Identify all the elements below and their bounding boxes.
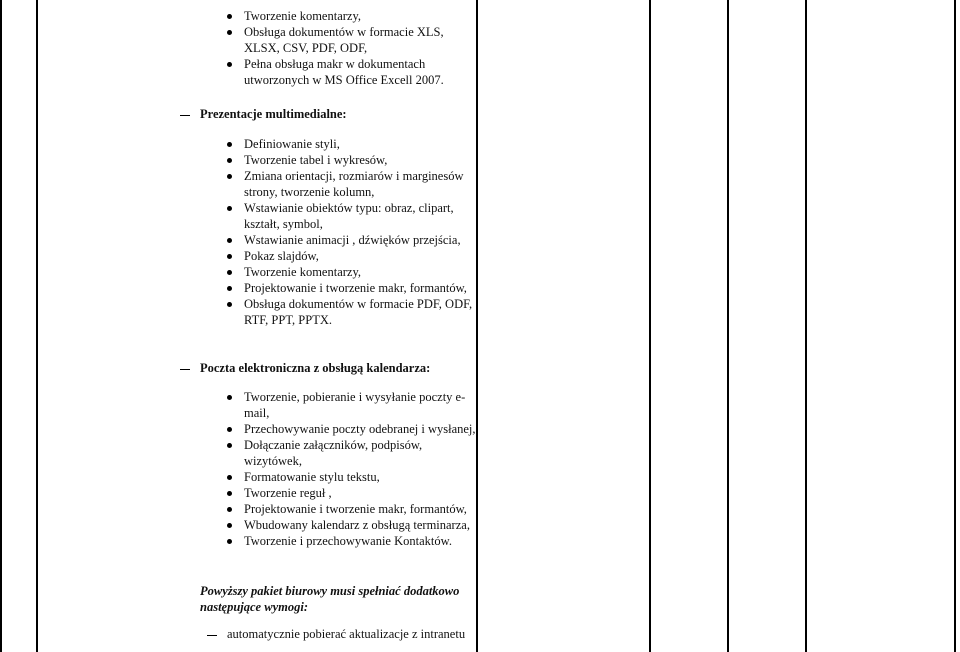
list-item-line: Obsługa dokumentów w formacie XLS, (244, 25, 444, 39)
list-item (236, 389, 476, 421)
list-item (236, 264, 476, 280)
bullet-icon (227, 286, 232, 291)
list-item (236, 469, 476, 485)
list-item-line: Formatowanie stylu tekstu, (244, 470, 380, 484)
list-item-line: Projektowanie i tworzenie makr, formantów, (244, 281, 467, 295)
list-item (236, 152, 476, 168)
table-border-left (0, 0, 2, 652)
section-heading-presentations: Prezentacje multimedialne: (180, 107, 347, 122)
requirements-note (200, 583, 470, 615)
list-item-line: strony, tworzenie kolumn, (244, 185, 375, 199)
bullet-icon (227, 427, 232, 432)
list-item-line: Tworzenie reguł , (244, 486, 332, 500)
bullet-icon (227, 62, 232, 67)
bullet-list-presentations (236, 136, 476, 328)
list-item-line: Tworzenie komentarzy, (244, 265, 362, 279)
bullet-icon (227, 491, 232, 496)
list-item (236, 8, 476, 24)
note-line: Powyższy pakiet biurowy musi spełniać dodatkowo (200, 584, 460, 598)
bullet-icon (227, 395, 232, 400)
list-item (236, 296, 476, 328)
list-item (236, 280, 476, 296)
requirement-item: automatycznie pobierać aktualizacje z intranetu (207, 627, 465, 642)
list-item-line: Wbudowany kalendarz z obsługą terminarza, (244, 518, 470, 532)
list-item-line: utworzonych w MS Office Excell 2007. (244, 73, 444, 87)
list-item-line: Tworzenie tabel i wykresów, (244, 153, 388, 167)
section-heading-email: Poczta elektroniczna z obsługą kalendarza: (180, 361, 430, 376)
list-item-line: Pełna obsługa makr w dokumentach (244, 57, 426, 71)
bullet-list-email (236, 389, 476, 549)
list-item-line: kształt, symbol, (244, 217, 323, 231)
bullet-icon (227, 443, 232, 448)
table-column-divider (727, 0, 729, 652)
list-item-line: Zmiana orientacji, rozmiarów i marginesów (244, 169, 464, 183)
list-item (236, 232, 476, 248)
list-item (236, 485, 476, 501)
list-item-line: Przechowywanie poczty odebranej i wysłanej, (244, 422, 476, 436)
bullet-list-top (236, 8, 476, 88)
list-item (236, 168, 476, 200)
dash-icon (180, 369, 190, 370)
list-item-line: Tworzenie komentarzy, (244, 9, 362, 23)
list-item (236, 248, 476, 264)
bullet-icon (227, 539, 232, 544)
list-item (236, 24, 476, 56)
list-item-line: wizytówek, (244, 454, 302, 468)
bullet-icon (227, 238, 232, 243)
list-item (236, 517, 476, 533)
bullet-icon (227, 30, 232, 35)
dash-icon (180, 115, 190, 116)
list-item-line: Tworzenie, pobieranie i wysyłanie poczty e- (244, 390, 466, 404)
list-item (236, 56, 476, 88)
list-item (236, 437, 476, 469)
list-item-line: mail, (244, 406, 270, 420)
list-item (236, 533, 476, 549)
bullet-icon (227, 302, 232, 307)
bullet-icon (227, 206, 232, 211)
table-column-divider (805, 0, 807, 652)
bullet-icon (227, 270, 232, 275)
bullet-icon (227, 507, 232, 512)
dash-icon (207, 635, 217, 636)
table-column-divider (476, 0, 478, 652)
bullet-icon (227, 14, 232, 19)
note-line: następujące wymogi: (200, 600, 308, 614)
bullet-icon (227, 142, 232, 147)
list-item-line: Projektowanie i tworzenie makr, formantów, (244, 502, 467, 516)
list-item-line: RTF, PPT, PPTX. (244, 313, 332, 327)
bullet-icon (227, 158, 232, 163)
list-item-line: Pokaz slajdów, (244, 249, 319, 263)
list-item-line: Wstawianie animacji , dźwięków przejścia, (244, 233, 461, 247)
bullet-icon (227, 523, 232, 528)
list-item-line: Wstawianie obiektów typu: obraz, clipart, (244, 201, 454, 215)
list-item-line: Dołączanie załączników, podpisów, (244, 438, 423, 452)
list-item (236, 421, 476, 437)
list-item (236, 136, 476, 152)
list-item (236, 200, 476, 232)
bullet-icon (227, 475, 232, 480)
list-item-line: Definiowanie styli, (244, 137, 340, 151)
table-column-divider (36, 0, 38, 652)
table-border-right (954, 0, 956, 652)
bullet-icon (227, 254, 232, 259)
list-item-line: Tworzenie i przechowywanie Kontaktów. (244, 534, 452, 548)
list-item-line: XLSX, CSV, PDF, ODF, (244, 41, 368, 55)
list-item-line: Obsługa dokumentów w formacie PDF, ODF, (244, 297, 473, 311)
table-column-divider (649, 0, 651, 652)
list-item (236, 501, 476, 517)
bullet-icon (227, 174, 232, 179)
